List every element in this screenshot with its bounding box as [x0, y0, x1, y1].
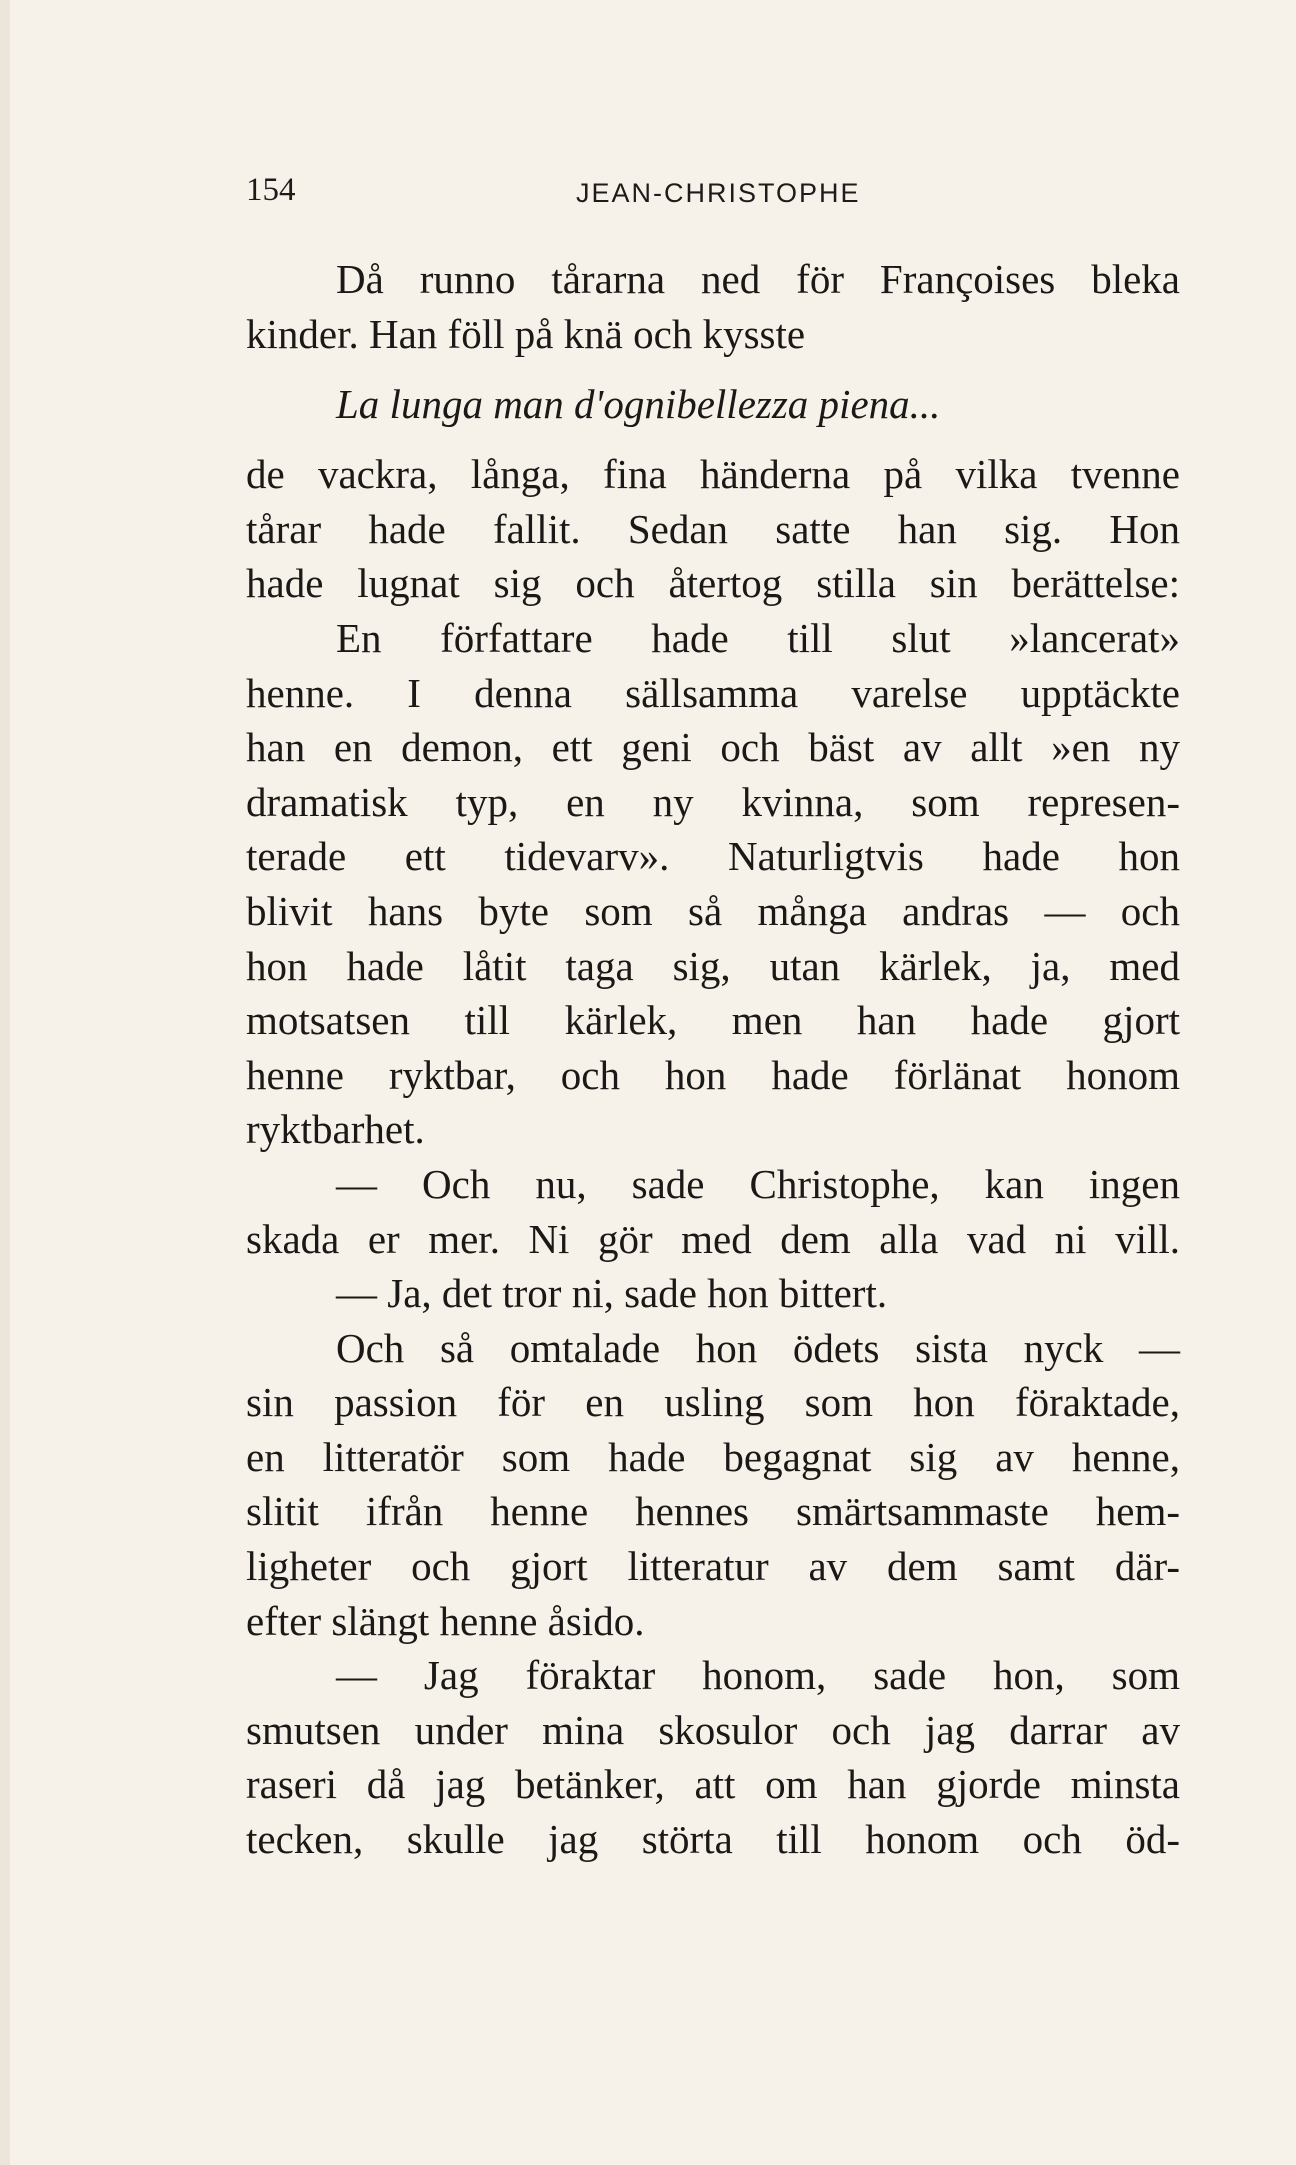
text-line: — Och nu, sade Christophe, kan ingen	[336, 1160, 1180, 1207]
italic-quote-line: La lunga man d'ognibellezza piena...	[336, 381, 941, 428]
text-line: hade lugnat sig och återtog stilla sin berättelse:	[246, 560, 1180, 607]
text-line: — Jag föraktar honom, sade hon, som	[336, 1652, 1180, 1699]
text-line: tecken, skulle jag störta till honom och öd-	[246, 1816, 1180, 1863]
page-header	[246, 172, 1046, 222]
text-line: ligheter och gjort litteratur av dem samt där-	[246, 1543, 1180, 1590]
text-line: sin passion för en usling som hon föraktade,	[246, 1379, 1180, 1426]
text-line: de vackra, långa, fina händerna på vilka tvenne	[246, 451, 1180, 498]
text-line: slitit ifrån henne hennes smärtsammaste hem-	[246, 1488, 1180, 1535]
text-line: skada er mer. Ni gör med dem alla vad ni vill.	[246, 1215, 1180, 1262]
page-number: 154	[246, 172, 296, 208]
text-line: blivit hans byte som så många andras — och	[246, 887, 1180, 934]
text-line: dramatisk typ, en ny kvinna, som represen-	[246, 778, 1180, 825]
text-line: terade ett tidevarv». Naturligtvis hade hon	[246, 833, 1180, 880]
text-line: efter slängt henne åsido.	[246, 1597, 645, 1644]
running-head: JEAN-CHRISTOPHE	[576, 178, 861, 208]
text-line: — Ja, det tror ni, sade hon bittert.	[336, 1270, 888, 1317]
text-line: Och så omtalade hon ödets sista nyck —	[336, 1324, 1180, 1371]
text-line: smutsen under mina skosulor och jag darrar av	[246, 1706, 1180, 1753]
text-line: han en demon, ett geni och bäst av allt »en ny	[246, 724, 1180, 771]
text-line: Då runno tårarna ned för Françoises bleka	[336, 256, 1180, 302]
page-edge	[0, 0, 10, 2165]
text-line: en litteratör som hade begagnat sig av henne,	[246, 1433, 1180, 1480]
text-line: raseri då jag betänker, att om han gjorde minsta	[246, 1761, 1180, 1808]
text-line: hon hade låtit taga sig, utan kärlek, ja, med	[246, 942, 1180, 989]
text-line: ryktbarhet.	[246, 1106, 425, 1153]
text-line: En författare hade till slut »lancerat»	[336, 614, 1180, 661]
text-line: kinder. Han föll på knä och kysste	[246, 310, 806, 357]
body-text	[246, 252, 1180, 1867]
text-line: henne. I denna sällsamma varelse upptäckte	[246, 669, 1180, 716]
text-line: tårar hade fallit. Sedan satte han sig. Hon	[246, 505, 1180, 552]
text-line: motsatsen till kärlek, men han hade gjort	[246, 997, 1180, 1044]
text-line: henne ryktbar, och hon hade förlänat honom	[246, 1051, 1180, 1098]
